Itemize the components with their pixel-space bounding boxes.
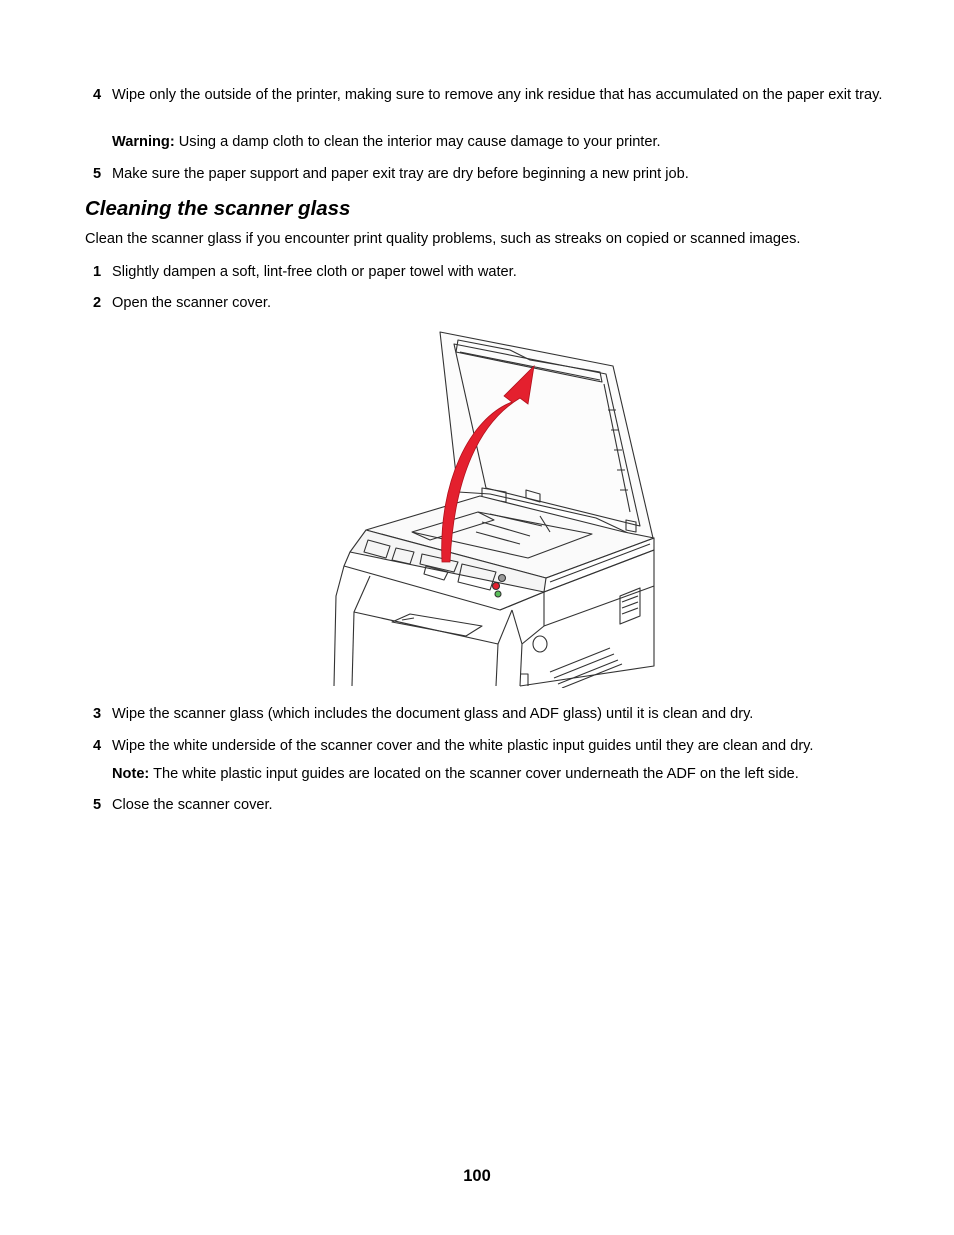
step-number: 2 [93,295,102,311]
note-paragraph [112,765,894,784]
step-number: 4 [93,738,102,754]
step-text: Make sure the paper support and paper exit tray are dry before beginning a new print job. [112,166,689,182]
step-number: 5 [93,166,102,182]
step-number: 3 [93,706,102,722]
step-text: Wipe the scanner glass (which includes the document glass and ADF glass) until it is clean and dry. [112,706,754,722]
section-heading: Cleaning the scanner glass [85,197,351,220]
step-text: Wipe the white underside of the scanner cover and the white plastic input guides until they are clean and dry. [112,738,814,754]
step-5-dry-tray [93,165,894,184]
section-intro: Clean the scanner glass if you encounter print quality problems, such as streaks on copied or scanned images. [85,231,801,247]
page-number: 100 [463,1167,491,1185]
step-1-dampen-cloth [93,263,894,282]
warning-label: Warning: [112,134,175,150]
step-text: Open the scanner cover. [112,295,272,311]
step-number: 5 [93,797,102,813]
step-5-close-cover [93,796,894,815]
note-text: The white plastic input guides are located on the scanner cover underneath the ADF on the left side. [149,766,799,782]
step-2-open-cover [93,294,894,313]
note-label: Note: [112,766,150,782]
step-text: Slightly dampen a soft, lint-free cloth or paper towel with water. [112,264,517,280]
step-number: 1 [93,264,102,280]
warning-paragraph [112,133,894,152]
step-number: 4 [93,87,102,103]
warning-text: Using a damp cloth to clean the interior may cause damage to your printer. [174,134,661,150]
step-text: Wipe only the outside of the printer, making sure to remove any ink residue that has accumulated on the paper exit tray. [112,87,883,103]
step-text: Close the scanner cover. [112,797,273,813]
printer-line-art [334,332,654,688]
step-4-wipe-outside [93,86,894,105]
printer-scanner-cover-open-drawing [330,326,660,688]
step-3-wipe-glass [93,705,894,724]
printer-illustration [330,326,660,688]
step-4-wipe-underside [93,737,894,756]
